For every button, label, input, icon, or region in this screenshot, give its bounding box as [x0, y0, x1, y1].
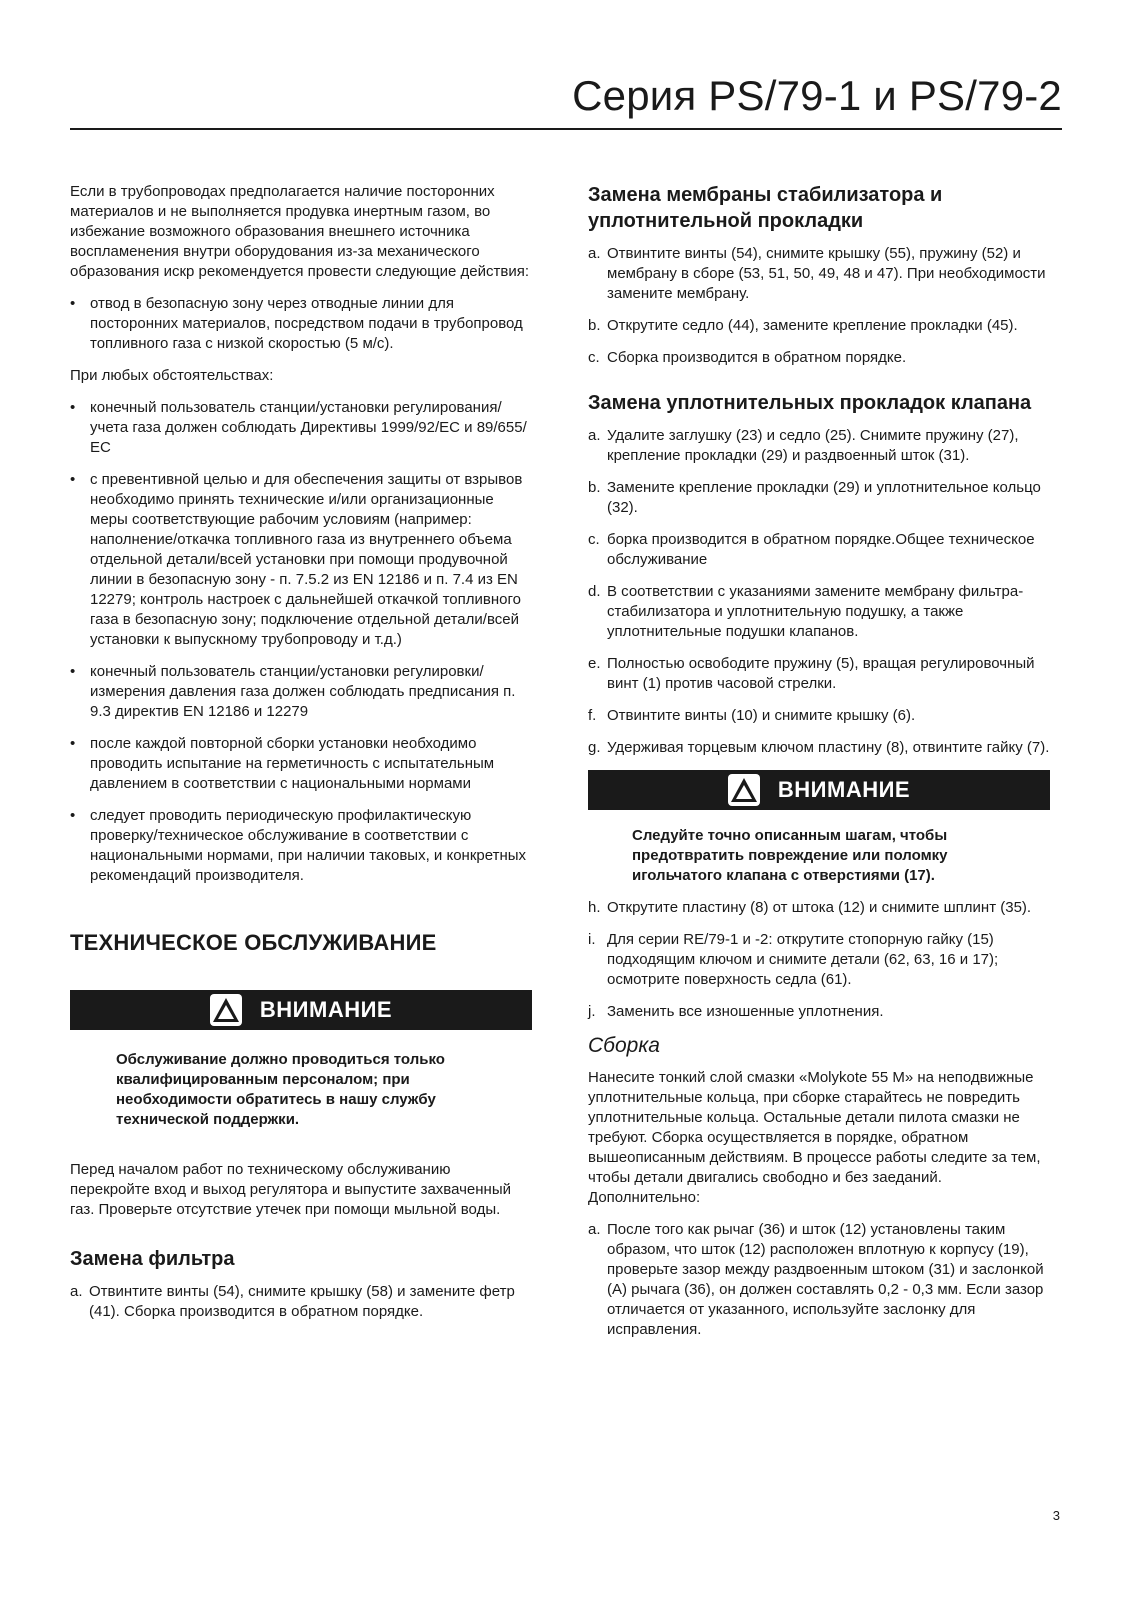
page-number: 3: [1052, 1508, 1060, 1523]
warning-triangle-icon: [728, 774, 760, 806]
header-rule: [70, 128, 1062, 130]
membrane-heading: Замена мембраны стабилизатора и уплотнительной прокладки: [588, 184, 943, 232]
gaskets-steps: [588, 426, 1050, 758]
list-item: h. Открутите пластину (8) от штока (12) и снимите шплинт (35).: [588, 899, 1032, 916]
gaskets-heading: Замена уплотнительных прокладок клапана: [588, 392, 1032, 414]
left-column: [70, 182, 532, 1334]
list-item: j. Заменить все изношенные уплотнения.: [588, 1003, 884, 1020]
list-item: • отвод в безопасную зону через отводные линии для посторонних материалов, посредством подачи в трубопровод топливного газа с низкой скоростью (5 м/с).: [70, 295, 523, 352]
warning-triangle-icon: [210, 994, 242, 1026]
circumstances-paragraph: При любых обстоятельствах:: [70, 367, 274, 384]
membrane-steps: [588, 244, 1050, 368]
warning-banner: [70, 990, 532, 1030]
right-column: [588, 182, 1050, 1352]
page-title: Серия PS/79-1 и PS/79-2: [572, 72, 1062, 119]
before-work-paragraph: Перед началом работ по техническому обслуживанию перекройте вход и выход регулятора и выпустите захваченный газ. Проверьте отсутствие утечек при помощи мыльной воды.: [70, 1161, 512, 1218]
bullet-list-2: [70, 398, 532, 886]
list-item: • конечный пользователь станции/установки регулировки/измерения давления газа должен соблюдать предписания п. 9.3 директив EN 12186 и 12279: [70, 663, 516, 720]
filter-heading: Замена фильтра: [70, 1248, 235, 1270]
list-item: a. После того как рычаг (36) и шток (12) установлены таким образом, что шток (12) расположен вплотную к корпусу (19), проверьте зазор между раздвоенным штоком (31) и заслонкой (A) рычага (36), он должен составлять 0,2 - 0,3 мм. Если зазор отличается от указанного, используйте заслонку для исправления.: [588, 1221, 1044, 1338]
list-item: b. Замените крепление прокладки (29) и уплотнительное кольцо (32).: [588, 479, 1041, 516]
list-item: a. Удалите заглушку (23) и седло (25). Снимите пружину (27), крепление прокладки (29) и раздвоенный шток (31).: [588, 427, 1019, 464]
intro-paragraph: Если в трубопроводах предполагается наличие посторонних материалов и не выполняется продувка инертным газом, во избежание возможного образования внешнего источника воспламенения внутри оборудования из-за механического образования искр рекомендуется провести следующие действия:: [70, 183, 530, 280]
filter-steps: [70, 1282, 532, 1322]
list-item: b. Открутите седло (44), замените крепление прокладки (45).: [588, 317, 1018, 334]
warning-banner: [588, 770, 1050, 810]
list-item: g. Удерживая торцевым ключом пластину (8), отвинтите гайку (7).: [588, 739, 1050, 756]
list-item: • следует проводить периодическую профилактическую проверку/техническое обслуживание в соответствии с национальными нормами, при наличии таковых, и конкретных рекомендаций производителя.: [70, 807, 527, 884]
assembly-steps: [588, 1220, 1050, 1340]
list-item: • с превентивной целью и для обеспечения защиты от взрывов необходимо принять технические и/или организационные меры соответствующие рабочим условиям (например: наполнение/откачка топливного газа из внутреннего объема отдельной детали/всей установки при помощи продувочной линии в безопасную зону - п. 7.5.2 из EN 12186 и п. 7.4 из EN 12279; контроль настроек с дальнейшей откачкой топливного газа в безопасную зону; подключение отдельной детали/всей установки к выпускному трубопроводу и т.д.): [70, 471, 523, 648]
warning-text: Следуйте точно описанным шагам, чтобы предотвратить повреждение или поломку игольчатого клапана с отверстиями (17).: [632, 827, 948, 884]
list-item: e. Полностью освободите пружину (5), вращая регулировочный винт (1) против часовой стрелки.: [588, 655, 1035, 692]
warning-label: ВНИМАНИЕ: [259, 997, 393, 1022]
list-item: f. Отвинтите винты (10) и снимите крышку (6).: [588, 707, 916, 724]
assembly-heading: Сборка: [588, 1034, 660, 1057]
list-item: a. Отвинтите винты (54), снимите крышку (55), пружину (52) и мембрану в сборе (53, 51, 50, 49, 48 и 47). При необходимости замените мембрану.: [588, 245, 1046, 302]
list-item: d. В соответствии с указаниями замените мембрану фильтра-стабилизатора и уплотнительную подушку, а также уплотнительные подушки клапанов.: [588, 583, 1024, 640]
bullet-list-1: [70, 294, 532, 354]
list-item: c. борка производится в обратном порядке.Общее техническое обслуживание: [588, 531, 1035, 568]
warning-label: ВНИМАНИЕ: [777, 777, 911, 802]
assembly-paragraph: Нанесите тонкий слой смазки «Molykote 55 M» на неподвижные уплотнительные кольца, при сборке старайтесь не повредить уплотнительные кольца. Остальные детали пилота смазки не требуют. Сборка осуществляется в порядке, обратном вышеописанным действиям. В процессе работы следите за тем, чтобы детали двигались свободно и без заеданий. Дополнительно:: [588, 1069, 1041, 1206]
maintenance-heading: ТЕХНИЧЕСКОЕ ОБСЛУЖИВАНИЕ: [70, 930, 437, 955]
list-item: a. Отвинтите винты (54), снимите крышку (58) и замените фетр (41). Сборка производится в обратном порядке.: [70, 1283, 515, 1320]
list-item: • после каждой повторной сборки установки необходимо проводить испытание на герметичность с испытательным давлением в соответствии с национальными нормами: [70, 735, 495, 792]
list-item: i. Для серии RE/79-1 и -2: открутите стопорную гайку (15) подходящим ключом и снимите детали (62, 63, 16 и 17); осмотрите поверхность седла (61).: [588, 931, 999, 988]
list-item: • конечный пользователь станции/установки регулирования/учета газа должен соблюдать Директивы 1999/92/ЕС и 89/655/ЕС: [70, 399, 527, 456]
warning-text: Обслуживание должно проводиться только квалифицированным персоналом; при необходимости обратитесь в нашу службу технической поддержки.: [116, 1051, 445, 1128]
list-item: c. Сборка производится в обратном порядке.: [588, 349, 907, 366]
more-steps: [588, 898, 1050, 1022]
